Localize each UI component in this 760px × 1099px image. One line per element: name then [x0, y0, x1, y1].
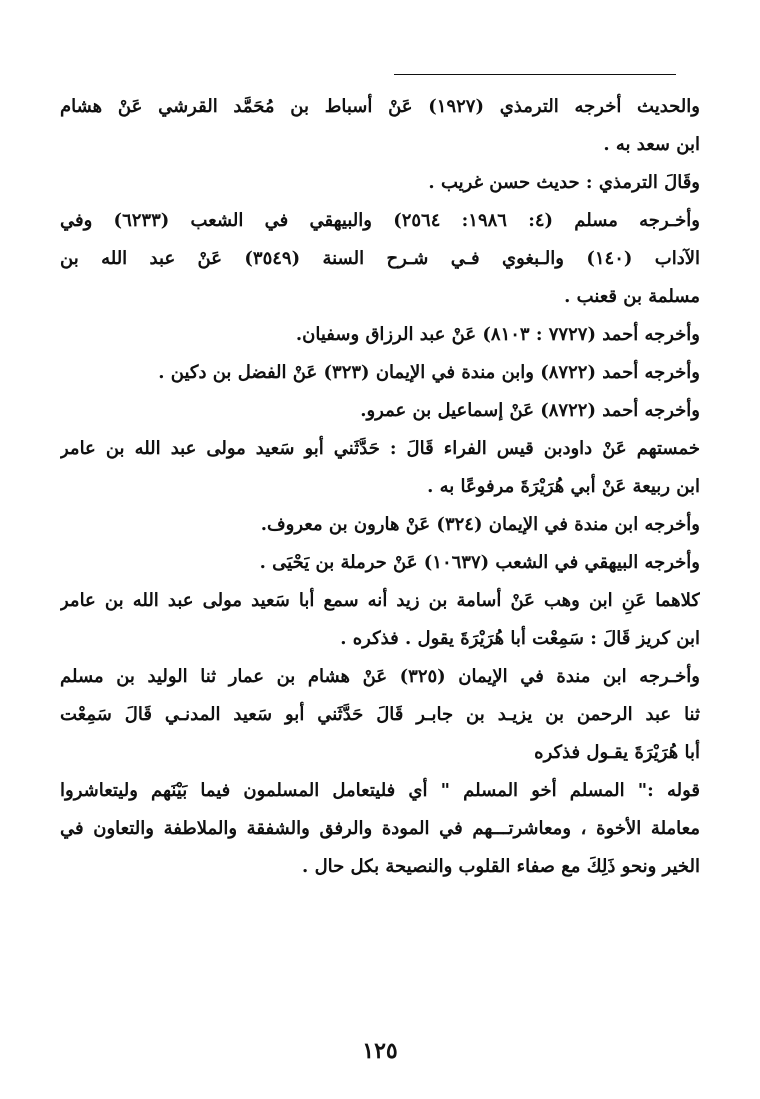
text-line: معاملة الأخوة ، ومعاشرتـــهم في المودة والرفق والشفقة والملاطفة والتعاون في	[60, 818, 700, 839]
footnote-text-block	[60, 88, 700, 886]
text-line: وأخـرجه ابن مندة في الإيمان (٣٢٥) عَنْ هشام بن عمار ثنا الوليد بن مسلم	[60, 666, 700, 687]
text-line: وأخرجه ابن مندة في الإيمان (٣٢٤) عَنْ هارون بن معروف.	[260, 514, 700, 535]
text-line: وأخـرجه مسلم (٤: ١٩٨٦: ٢٥٦٤) والبيهقي في الشعب (٦٢٣٣) وفي	[60, 210, 700, 231]
text-line: خمستهم عَنْ داودبن قيس الفراء قَالَ : حَدَّثَني أبو سَعيد مولى عبد الله بن عامر	[60, 438, 700, 459]
text-line: وأخرجه أحمد (٧٧٢٧ : ٨١٠٣) عَنْ عبد الرزاق وسفيان.	[295, 324, 700, 345]
text-line: وقَالَ الترمذي : حديث حسن غريب .	[428, 172, 700, 193]
text-line: والحديث أخرجه الترمذي (١٩٢٧) عَنْ أسباط بن مُحَمَّد القرشي عَنْ هشام	[60, 96, 700, 117]
footnote-separator-rule	[394, 74, 676, 75]
page-number: ١٢٥	[362, 1038, 398, 1064]
text-line: كلاهما عَنِ ابن وهب عَنْ أسامة بن زيد أنه سمع أبا سَعيد مولى عبد الله بن عامر	[60, 590, 700, 611]
text-line: وأخرجه أحمد (٨٧٢٢) عَنْ إسماعيل بن عمرو.	[360, 400, 700, 421]
text-line: وأخرجه أحمد (٨٧٢٢) وابن مندة في الإيمان (٣٢٣) عَنْ الفضل بن دكين .	[158, 362, 700, 383]
text-line: ابن كريز قَالَ : سَمِعْت أبا هُرَيْرَةَ يقول . فذكره .	[340, 628, 700, 649]
text-line: أبا هُرَيْرَةَ يقـول فذكره	[534, 742, 700, 763]
text-line: الخير ونحو ذَلِكَ مع صفاء القلوب والنصيحة بكل حال .	[302, 856, 700, 877]
text-line: قوله :" المسلم أخو المسلم " أي فليتعامل المسلمون فيما بَيْنَهم وليتعاشروا	[60, 780, 700, 801]
text-line: مسلمة بن قعنب .	[564, 286, 700, 307]
text-line: وأخرجه البيهقي في الشعب (١٠٦٣٧) عَنْ حرملة بن يَحْيَى .	[259, 552, 700, 573]
text-line: ابن سعد به .	[603, 134, 700, 155]
text-line: ابن ربيعة عَنْ أبي هُرَيْرَةَ مرفوعًا به .	[427, 476, 700, 497]
text-line: ثنا عبد الرحمن بن يزيـد بن جابـر قَالَ حَدَّثَني أبو سَعيد المدنـي قَالَ سَمِعْت	[60, 704, 700, 725]
text-line: الآداب (١٤٠) والـبغوي فـي شـرح السنة (٣٥٤٩) عَنْ عبد الله بن	[60, 248, 700, 269]
